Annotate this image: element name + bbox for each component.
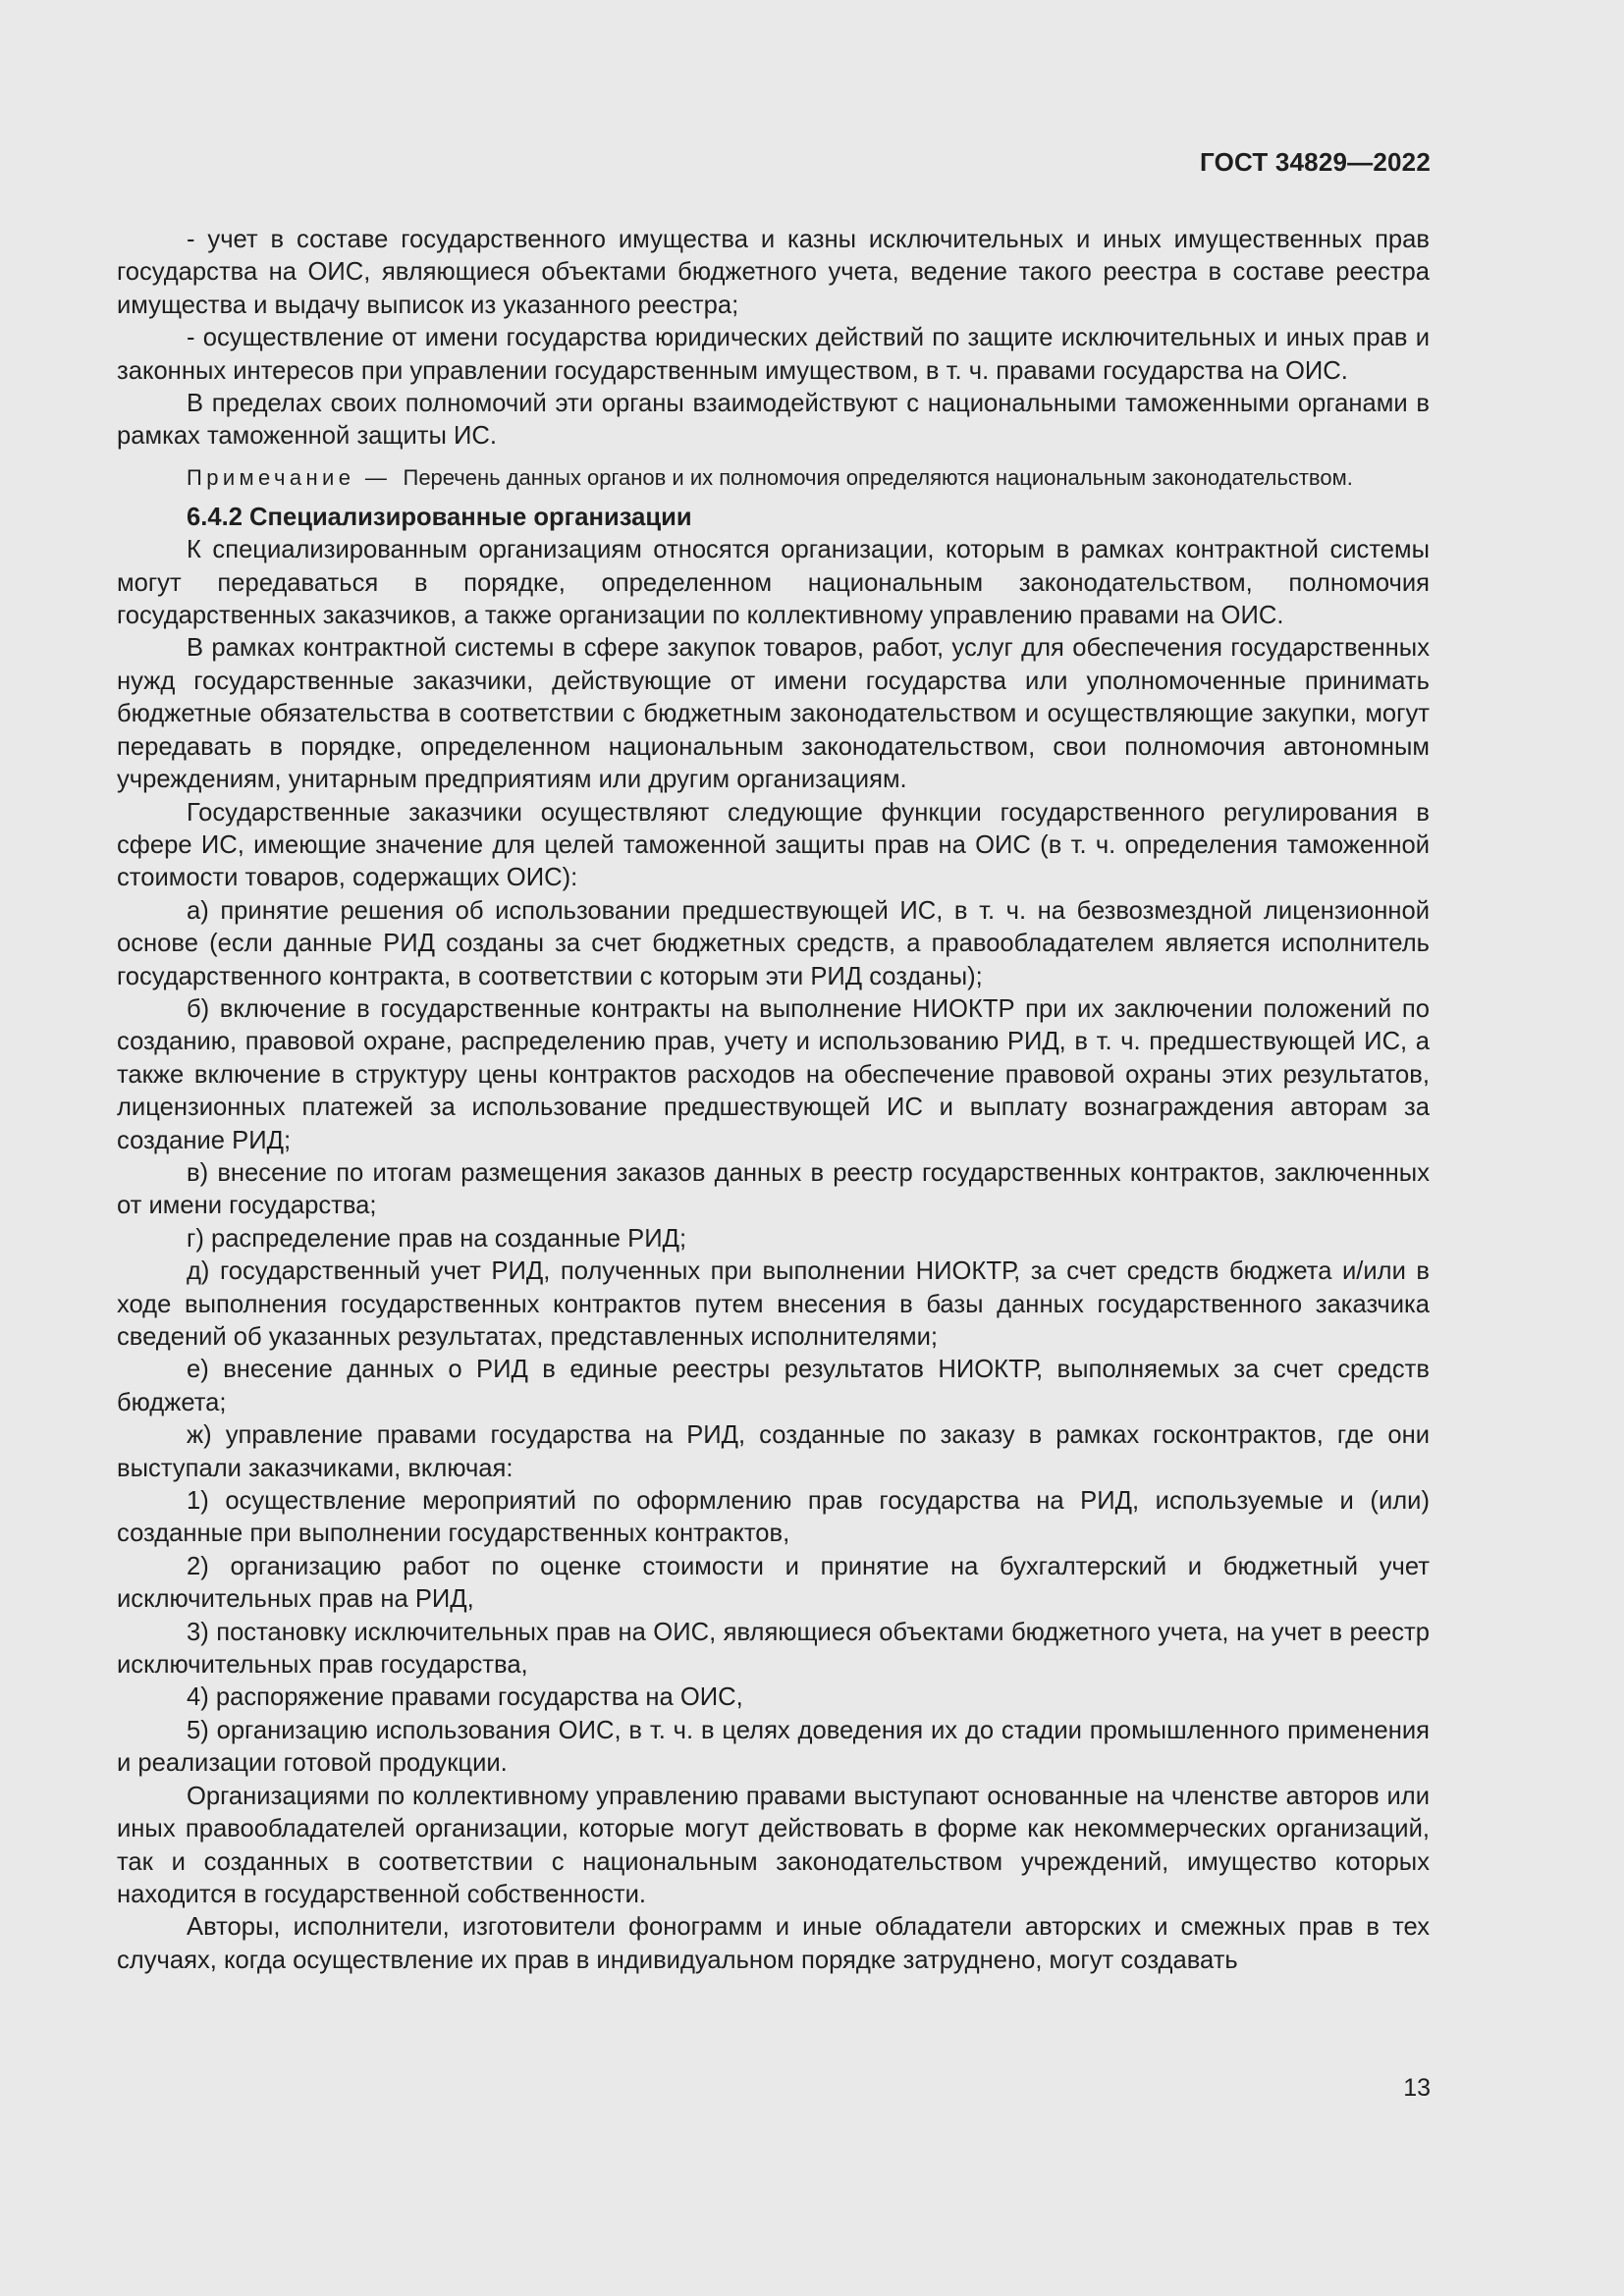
list-item: д) государственный учет РИД, полученных при выполнении НИОКТР, за счет средств бюджета и/или в ходе выполнения государственных контрактов путем внесения в базы данных государственного заказчика сведений об указанных результатах, представленных исполнителями; (117, 1257, 1430, 1351)
list-item: г) распределение прав на созданные РИД; (187, 1224, 687, 1253)
paragraph-list-item: - учет в составе государственного имущества и казны исключительных и иных имущественных прав государства на ОИС, являющиеся объектами бюджетного учета, ведение такого реестра в составе реестра имущества и выдачу выписок из указанного реестра; (117, 226, 1430, 319)
standard-header: ГОСТ 34829—2022 (1200, 147, 1431, 177)
paragraph: Организациями по коллективному управлению правами выступают основанные на членстве авторов или иных правообладателей организации, которые могут действовать в форме как некоммерческих организаций, так и созданных в соответствии с национальным законодательством учреждений, имущество которых находится в государственной собственности. (117, 1782, 1430, 1908)
list-item: в) внесение по итогам размещения заказов данных в реестр государственных контрактов, заключенных от имени государства; (117, 1158, 1430, 1220)
list-item: ж) управление правами государства на РИД, созданные по заказу в рамках госконтрактов, где они выступали заказчиками, включая: (117, 1421, 1430, 1482)
list-item: б) включение в государственные контракты на выполнение НИОКТР при их заключении положений по созданию, правовой охране, распределению прав, учету и использованию РИД, в т. ч. предшествующей ИС, а также включение в структуру цены контрактов расходов на обеспечение правовой охраны этих результатов, лицензионных платежей за использование предшествующей ИС и выплату вознаграждения авторам за создание РИД; (117, 994, 1430, 1154)
paragraph: Авторы, исполнители, изготовители фонограмм и иные обладатели авторских и смежных прав в тех случаях, когда осуществление их прав в индивидуальном порядке затруднено, могут создавать (117, 1913, 1430, 1974)
sub-list-item: 4) распоряжение правами государства на ОИС, (187, 1683, 743, 1712)
paragraph: В рамках контрактной системы в сфере закупок товаров, работ, услуг для обеспечения государственных нужд государственные заказчики, действующие от имени государства или уполномоченные принимать бюджетные обязательства в соответствии с бюджетным законодательством и осуществляющие закупки, могут передавать в порядке, определенном национальным законодательством, свои полномочия автономным учреждениям, унитарным предприятиям или другим организациям. (117, 634, 1430, 794)
list-item: е) внесение данных о РИД в единые реестры результатов НИОКТР, выполняемых за счет средств бюджета; (117, 1356, 1430, 1416)
paragraph: В пределах своих полномочий эти органы взаимодействуют с национальными таможенными органами в рамках таможенной защиты ИС. (117, 390, 1430, 451)
list-item: а) принятие решения об использовании предшествующей ИС, в т. ч. на безвозмездной лицензионной основе (если данные РИД созданы за счет бюджетных средств, а правообладателем является исполнитель государственного контракта, в соответствии с которым эти РИД созданы); (117, 896, 1430, 990)
section-heading: 6.4.2 Специализированные организации (187, 503, 692, 531)
paragraph: Государственные заказчики осуществляют следующие функции государственного регулирования в сфере ИС, имеющие значение для целей таможенной защиты прав на ОИС (в т. ч. определения таможенной стоимости товаров, содержащих ОИС): (117, 798, 1430, 892)
page-body (117, 224, 1430, 1977)
paragraph-list-item: - осуществление от имени государства юридических действий по защите исключительных и иных прав и законных интересов при управлении государственным имуществом, в т. ч. правами государства на ОИС. (117, 324, 1430, 385)
sub-list-item: 2) организацию работ по оценке стоимости и принятие на бухгалтерский и бюджетный учет исключительных прав на РИД, (117, 1552, 1430, 1614)
sub-list-item: 1) осуществление мероприятий по оформлению прав государства на РИД, используемые и (или) созданные при выполнении государственных контрактов, (117, 1487, 1430, 1548)
sub-list-item: 5) организацию использования ОИС, в т. ч. в целях доведения их до стадии промышленного применения и реализации готовой продукции. (117, 1716, 1430, 1778)
paragraph: К специализированным организациям относятся организации, которым в рамках контрактной системы могут передаваться в порядке, определенном национальным законодательством, полномочия государственных заказчиков, а также организации по коллективному управлению правами на ОИС. (117, 536, 1430, 630)
note (117, 463, 1430, 492)
sub-list-item: 3) постановку исключительных прав на ОИС, являющиеся объектами бюджетного учета, на учет в реестр исключительных прав государства, (117, 1618, 1430, 1680)
note-text: Перечень данных органов и их полномочия определяются национальным законодательством. (403, 464, 1353, 490)
page-number: 13 (1403, 2074, 1431, 2102)
note-label: Примечание — (187, 464, 392, 490)
